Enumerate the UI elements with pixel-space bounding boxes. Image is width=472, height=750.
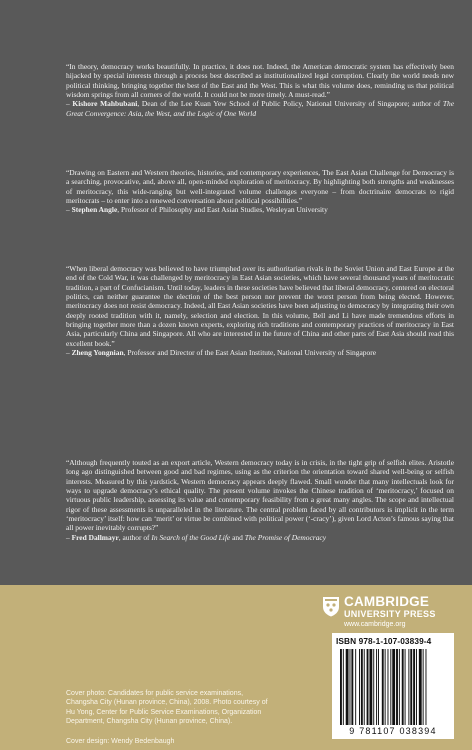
attribution-dash: – [66, 532, 72, 542]
barcode-bar [423, 649, 424, 725]
quote-author: Kishore Mahbubani [72, 99, 138, 109]
barcode-bar [364, 649, 365, 725]
barcode-bar [385, 649, 386, 725]
publisher-url: www.cambridge.org [344, 621, 406, 628]
barcode-bar [361, 649, 363, 725]
barcode-bar [390, 649, 391, 725]
quote-attribution [66, 348, 454, 357]
endorsement-quote [66, 458, 454, 542]
quote-author: Fred Dallmayr [71, 532, 119, 542]
quote-attribution [66, 205, 454, 214]
endorsement-quote [66, 168, 454, 215]
barcode-bar [350, 649, 351, 725]
barcode-bar [392, 649, 395, 725]
barcode-bar [402, 649, 404, 725]
quote-text: “When liberal democracy was believed to have triumphed over its authoritarian rivals in the Soviet Union and East Europe at the end of the Cold War, it was challenged by meritocracy in East Asian societies, which have several thousand years of meritocratic tradition, a part of Confucianism. Until today, leaders in these societies have believed that liberal democracy, centered on electoral politics, can neither guarantee the election of the best person nor prevent the worst person from being elected. However, meritocracy does not resist democracy. Indeed, all East Asian societies have been adjusting to democracy by integrating their own deeply rooted tradition with it, namely, selection and election. In this volume, Bell and Li have made tremendous efforts in bringing together more than a dozen known experts, exploring rich traditions and contemporary practices of meritocracy in East Asia, particularly China and Singapore. All who are interested in the future of China and other parts of East Asia should read this excellent book.” [66, 264, 454, 348]
quote-affiliation: , Professor of Philosophy and East Asian Studies, Wesleyan University [117, 205, 328, 215]
barcode-bar [376, 649, 377, 725]
quote-author: Zheng Yongnian [71, 348, 124, 358]
barcode-bar [343, 649, 344, 725]
quote-attribution [66, 99, 454, 118]
quote-affiliation-join: and [230, 532, 245, 542]
quote-book-title: The Great Convergence: Asia, the West, and the Logic of One World [66, 99, 455, 118]
barcode-bar [410, 649, 412, 725]
barcode-bars [340, 649, 448, 725]
attribution-dash: – [66, 348, 72, 358]
barcode-bar [408, 649, 409, 725]
quote-author: Stephen Angle [71, 205, 118, 215]
publisher-subtitle: UNIVERSITY PRESS [344, 609, 436, 619]
cambridge-shield-icon [322, 596, 340, 617]
barcode-bar [359, 649, 360, 725]
isbn-label: ISBN 978-1-107-03839-4 [336, 636, 432, 646]
barcode-bar [388, 649, 389, 725]
quote-text: “Drawing on Eastern and Western theories, histories, and contemporary experiences, The East Asian Challenge for Democracy is a searching, provocative, and, above all, open-minded exploration of meritocracy. By highlighting both strengths and weaknesses of meritocracy, this wide-ranging but well-integrated volume challenges everyone – from doctrinaire democrats to rigid meritocrats – to enter into a renewed conversation about political possibilities.” [66, 168, 454, 206]
endorsement-quote [66, 264, 454, 357]
barcode-digits: 9 781107 038394 [349, 726, 437, 736]
cover-credits [66, 689, 276, 746]
quote-affiliation: , author of [118, 532, 152, 542]
quote-book-title: In Search of the Good Life [151, 532, 231, 542]
barcode-bar [346, 649, 349, 725]
barcode-bar [419, 649, 422, 725]
quote-affiliation: , Professor and Director of the East Asian Institute, National University of Singapore [123, 348, 376, 358]
design-credit: Cover design: Wendy Bedenbaugh [66, 737, 175, 745]
quote-affiliation: , Dean of the Lee Kuan Yew School of Public Policy, National University of Singapore; author of [137, 99, 443, 109]
barcode-bar [373, 649, 374, 725]
attribution-dash: – [66, 205, 72, 215]
quote-book-title: The Promise of Democracy [244, 532, 327, 542]
barcode-bar [369, 649, 372, 725]
barcode-bar [340, 649, 342, 725]
endorsement-quote [66, 62, 454, 118]
barcode-bar [405, 649, 406, 725]
barcode-bar [413, 649, 415, 725]
barcode-bar [367, 649, 369, 725]
barcode-bar [351, 649, 353, 725]
barcode-bar [355, 649, 356, 725]
barcode-bar [399, 649, 400, 725]
isbn-barcode [332, 633, 454, 739]
quote-attribution [66, 533, 454, 542]
quote-text: “Although frequently touted as an export article, Western democracy today is in crisis, in the tight grip of selfish elites. Aristotle long ago distinguished between good and bad regimes, using as the criterion the orientation toward shared well-being or selfish interests. Measured by this yardstick, Western democracy appears deeply flawed. Small wonder that many intellectuals look for ways to upgrade democracy’s ethical quality. The present volume invokes the Chinese tradition of ‘meritocracy,’ focused on virtuous public leadership, assessing its value and contemporary feasibility from a great many angles. The scope and intellectual rigor of these assessments is unparalleled in the literature. The central problem faced by all contributors is implicit in the term ‘meritocracy’ itself: how can ‘merit’ or virtue be combined with political power (‘-cracy’), given Lord Acton’s famous saying that all power inevitably corrupts?” [66, 458, 454, 533]
barcode-bar [426, 649, 427, 725]
photo-credit: Cover photo: Candidates for public service examinations, Changsha City (Hunan province, China), 2008. Photo courtesy of Hu Yong, Center for Public Service Examinations, Organization Department, Changsha City (Hunan province, China). [66, 690, 268, 726]
barcode-bar [416, 649, 417, 725]
barcode-bar [378, 649, 379, 725]
publisher-name: CAMBRIDGE [344, 594, 430, 609]
barcode-bar [382, 649, 384, 725]
barcode-bar [396, 649, 398, 725]
quote-text: “In theory, democracy works beautifully. In practice, it does not. Indeed, the American democratic system has effectively been hijacked by special interests through a process best described as institutionalized legal corruption. Clearly the world needs new political thinking, bringing together the best of the East and the West. This is what this volume does, reminding us that political wisdom springs from all corners of the world. It could not be more timely. A must-read.” [66, 62, 454, 100]
attribution-dash: – [66, 99, 73, 109]
